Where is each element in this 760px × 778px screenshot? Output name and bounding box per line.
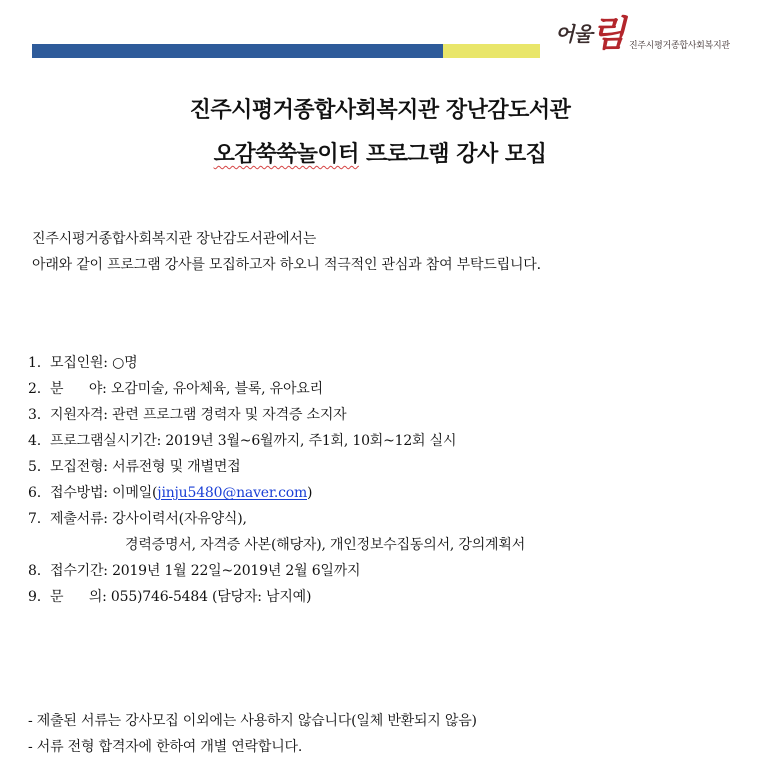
page-title-line-2 <box>0 137 760 168</box>
list-item-text: 프로그램실시기간: 2019년 3월~6월까지, 주1회, 10회~12회 실시 <box>50 433 457 449</box>
list-item-text: 경력증명서, 자격증 사본(해당자), 개인정보수집동의서, 강의계획서 <box>125 537 526 553</box>
list-item-text: 모집인원: ○명 <box>50 355 138 371</box>
list-item-number: 4. <box>28 433 41 449</box>
header-bar-yellow <box>443 44 540 58</box>
list-item-text: 제출서류: 강사이력서(자유양식), <box>50 511 247 527</box>
list-item-text: 지원자격: 관련 프로그램 경력자 및 자격증 소지자 <box>50 407 347 423</box>
list-item-text: 접수방법: 이메일( <box>50 485 158 501</box>
list-item-number: 1. <box>28 355 41 371</box>
note-line-1: - 제출된 서류는 강사모집 이외에는 사용하지 않습니다(일체 반환되지 않음) <box>28 713 477 729</box>
list-item <box>28 454 525 480</box>
email-link[interactable]: jinju5480@naver.com <box>157 485 308 501</box>
list-item <box>28 480 525 506</box>
list-item <box>28 350 525 376</box>
list-item-text: 모집전형: 서류전형 및 개별면접 <box>50 459 241 475</box>
logo-mark-big: 림 <box>591 13 626 55</box>
list-item-number: 5. <box>28 459 41 475</box>
title-program-name: 오감쑥쑥놀이터 <box>213 142 359 167</box>
list-item-number: 6. <box>28 485 41 501</box>
intro-line-1: 진주시평거종합사회복지관 장난감도서관에서는 <box>32 231 317 247</box>
header-color-bar <box>32 44 540 58</box>
recruitment-details-list <box>28 350 525 610</box>
notes <box>28 708 477 760</box>
list-item-text: 접수기간: 2019년 1월 22일~2019년 2월 6일까지 <box>50 563 361 579</box>
logo-mark-small: 어울 <box>555 22 592 46</box>
list-item-number: 2. <box>28 381 41 397</box>
intro-paragraph <box>32 226 541 278</box>
header-bar-blue <box>32 44 443 58</box>
list-item-text: 문 의: 055)746-5484 (담당자: 남지예) <box>50 589 312 605</box>
list-item <box>28 428 525 454</box>
list-item-text-closing: ) <box>307 485 313 501</box>
list-item-number: 7. <box>28 511 41 527</box>
logo <box>555 8 745 58</box>
title-line-2-rest: 프로그램 강사 모집 <box>358 142 547 167</box>
list-item <box>28 506 525 532</box>
list-item-continuation <box>28 532 525 558</box>
intro-line-2: 아래와 같이 프로그램 강사를 모집하고자 하오니 적극적인 관심과 참여 부탁드립니다. <box>32 257 541 273</box>
list-item-number: 8. <box>28 563 41 579</box>
list-item <box>28 376 525 402</box>
note-line-2: - 서류 전형 합격자에 한하여 개별 연락합니다. <box>28 739 303 755</box>
logo-organization-name: 진주시평거종합사회복지관 <box>629 41 730 51</box>
list-item-text: 분 야: 오감미술, 유아체육, 블록, 유아요리 <box>50 381 323 397</box>
page-title-line-1: 진주시평거종합사회복지관 장난감도서관 <box>189 98 571 123</box>
list-item <box>28 402 525 428</box>
list-item <box>28 584 525 610</box>
list-item-number: 3. <box>28 407 41 423</box>
list-item-number: 9. <box>28 589 41 605</box>
list-item <box>28 558 525 584</box>
